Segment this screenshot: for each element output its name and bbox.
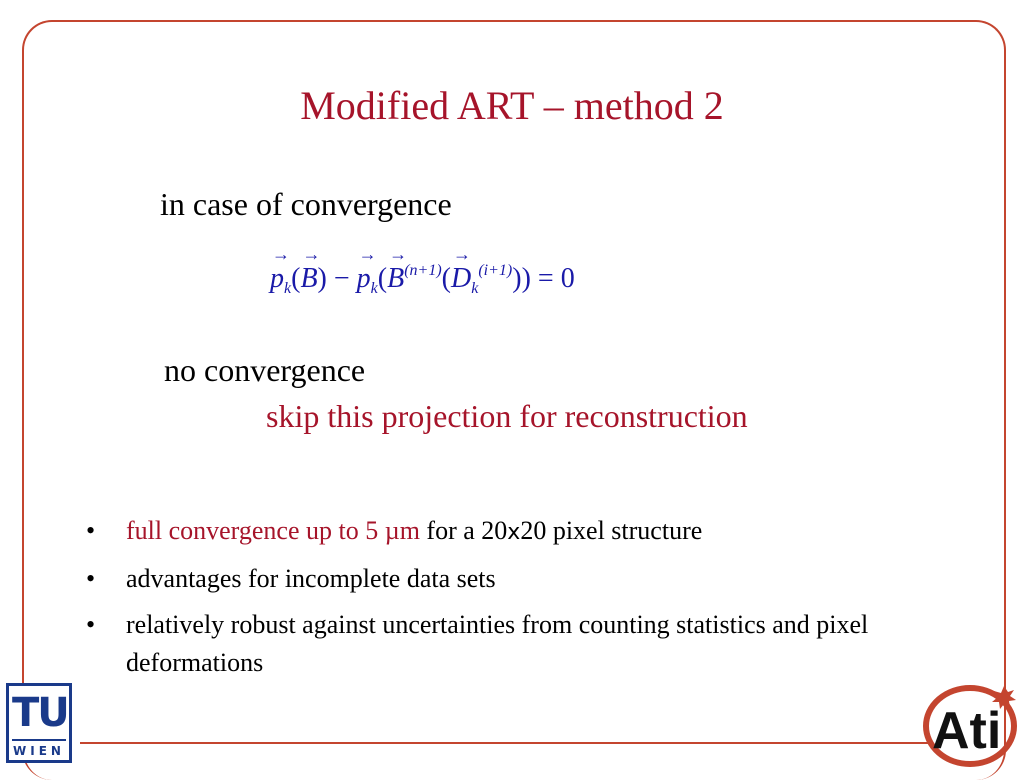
bullet-text-a: for a 20: [419, 516, 508, 545]
bullet-text: advantages for incomplete data sets: [126, 564, 496, 593]
bullet-item-convergence: [86, 512, 986, 552]
formula-equals-zero: = 0: [530, 263, 575, 294]
tu-logo-divider: [12, 739, 66, 741]
slide-title: Modified ART – method 2: [300, 83, 724, 128]
bullet-red-text: full convergence up to 5 µm: [126, 516, 420, 545]
formula-superscript-n: (n+1): [404, 262, 442, 279]
ati-logo-text: Ati: [932, 702, 1002, 760]
skip-projection-text: skip this projection for reconstruction: [266, 398, 748, 434]
bullet-icon: •: [86, 610, 96, 639]
vector-arrow-icon: →: [389, 244, 408, 264]
vector-arrow-icon: →: [272, 244, 290, 264]
tu-logo-bottom: WIEN: [13, 744, 65, 758]
bullet-text-b: 20 pixel structure: [520, 516, 703, 545]
formula-p-vector-2: → p: [356, 244, 377, 294]
bullet-list: [86, 512, 986, 690]
formula-b-vector-1: → B: [300, 244, 321, 294]
bullet-icon: •: [86, 564, 96, 593]
vector-arrow-icon: →: [453, 244, 471, 264]
vector-arrow-icon: →: [358, 244, 377, 264]
formula-subscript-k: k: [284, 280, 292, 297]
bullet-icon: •: [86, 516, 96, 545]
no-convergence-heading: no convergence: [164, 352, 366, 388]
formula-d-vector: → D: [451, 244, 472, 294]
formula-p-vector-1: → p: [270, 244, 290, 294]
tu-logo-top: TU: [12, 690, 68, 736]
bullet-item-robust: [86, 606, 986, 682]
formula-minus: −: [326, 263, 357, 294]
bullet-text: relatively robust against uncertainties from counting statistics and pixel deformations: [126, 610, 869, 677]
formula-subscript-k: k: [370, 280, 378, 297]
ati-logo: [920, 676, 1020, 768]
bottom-rule: [80, 742, 930, 744]
formula-b-vector-2: → B: [387, 244, 408, 294]
vector-arrow-icon: →: [302, 244, 321, 264]
convergence-heading: in case of convergence: [160, 186, 452, 222]
convergence-formula: → $p_k$( → B) − → $p_k$( → $B^{(n+1)}$( → $D_k^{(i+1)})) = 0$: [270, 244, 575, 297]
tu-wien-logo: [6, 683, 72, 763]
formula-superscript-i: (i+1): [478, 262, 513, 279]
bullet-times: x: [507, 520, 521, 545]
bullet-item-advantages: [86, 560, 986, 598]
formula-subscript-k: k: [471, 280, 479, 297]
